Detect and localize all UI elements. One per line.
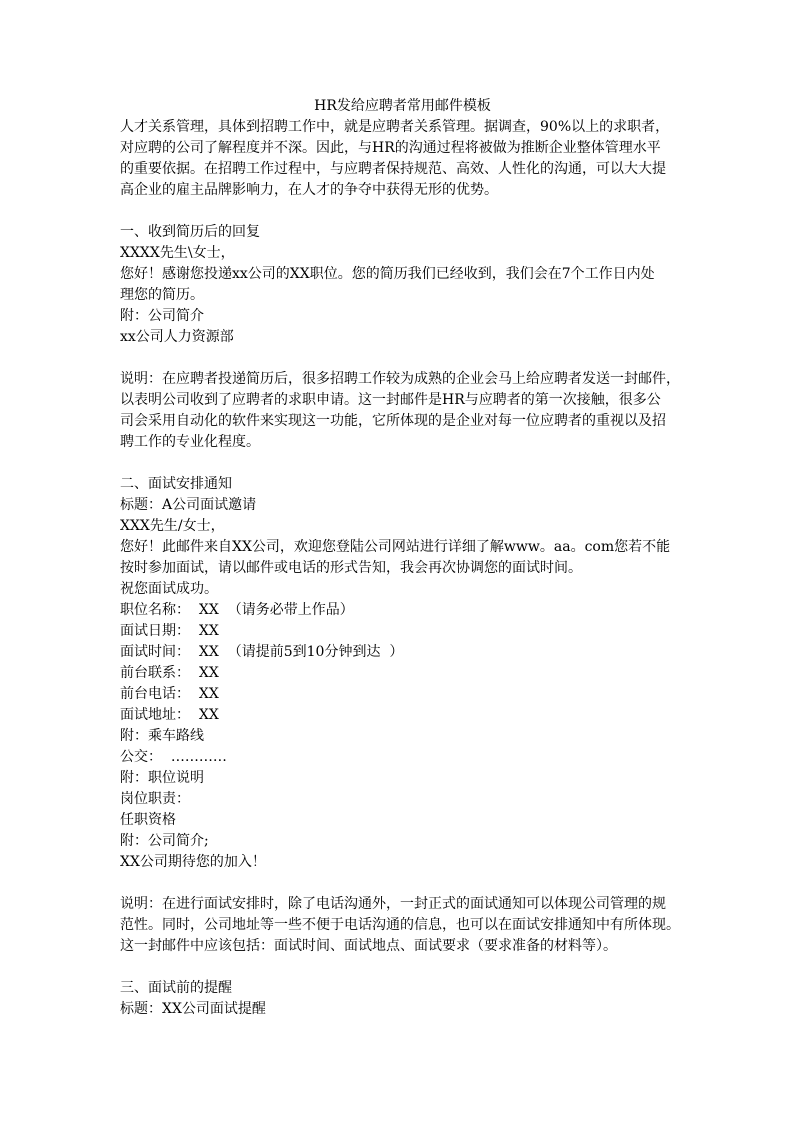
section-interview-notice <box>120 474 685 873</box>
email-line: 前台联系： XX <box>120 665 219 681</box>
email-line: 附：职位说明 <box>120 770 204 786</box>
email-line: 前台电话： XX <box>120 686 219 702</box>
section2-note <box>120 894 685 957</box>
email-line: 您好！感谢您投递xx公司的XX职位。您的简历我们已经收到，我们会在7个工作日内处 <box>120 266 655 282</box>
email-line: 您好！此邮件来自XX公司，欢迎您登陆公司网站进行详细了解www。aa。com您若不能 <box>120 539 671 555</box>
intro-line: 的重要依据。在招聘工作过程中，与应聘者保持规范、高效、人性化的沟通，可以大大提 <box>120 161 666 177</box>
email-line: 附：公司简介; <box>120 833 209 849</box>
note-line: 以表明公司收到了应聘者的求职申请。这一封邮件是HR与应聘者的第一次接触，很多公 <box>120 392 661 408</box>
document-title: HR发给应聘者常用邮件模板 <box>314 98 491 114</box>
intro-line: 高企业的雇主品牌影响力，在人才的争夺中获得无形的优势。 <box>120 182 498 198</box>
document-page <box>120 96 685 1020</box>
email-line: 标题：A公司面试邀请 <box>120 497 257 513</box>
email-line: 面试地址： XX <box>120 707 219 723</box>
spacer <box>120 453 685 474</box>
intro-paragraph <box>120 117 685 201</box>
email-line: XXX先生/女士， <box>120 518 225 534</box>
section-heading: 一、收到简历后的回复 <box>120 224 260 240</box>
email-line: 理您的简历。 <box>120 287 204 303</box>
email-line: 公交： ………… <box>120 749 227 765</box>
email-line: xx公司人力资源部 <box>120 329 234 345</box>
note-line: 聘工作的专业化程度。 <box>120 434 260 450</box>
email-line: 祝您面试成功。 <box>120 581 218 597</box>
note-line: 范性。同时，公司地址等一些不便于电话沟通的信息，也可以在面试安排通知中有所体现。 <box>120 917 680 933</box>
spacer <box>120 957 685 978</box>
email-line: 面试时间： XX （请提前5到10分钟到达 ） <box>120 644 404 660</box>
email-line: 职位名称： XX （请务必带上作品） <box>120 602 354 618</box>
section-pre-interview-reminder <box>120 978 685 1020</box>
section-heading: 二、面试安排通知 <box>120 476 232 492</box>
email-line: 附：乘车路线 <box>120 728 204 744</box>
email-line: 附：公司简介 <box>120 308 204 324</box>
intro-line: 人才关系管理，具体到招聘工作中，就是应聘者关系管理。据调查，90%以上的求职者， <box>120 119 670 135</box>
email-line: 面试日期： XX <box>120 623 219 639</box>
section-heading: 三、面试前的提醒 <box>120 980 232 996</box>
section-reply-after-resume <box>120 222 685 348</box>
spacer <box>120 348 685 369</box>
spacer <box>120 201 685 222</box>
email-line: 标题：XX公司面试提醒 <box>120 1001 266 1017</box>
note-line: 这一封邮件中应该包括：面试时间、面试地点、面试要求（要求准备的材料等）。 <box>120 938 617 954</box>
email-line: 按时参加面试，请以邮件或电话的形式告知，我会再次协调您的面试时间。 <box>120 560 582 576</box>
section1-note <box>120 369 685 453</box>
note-line: 说明：在应聘者投递简历后，很多招聘工作较为成熟的企业会马上给应聘者发送一封邮件， <box>120 371 680 387</box>
email-line: XX公司期待您的加入！ <box>120 854 266 870</box>
email-line: 任职资格 <box>120 812 176 828</box>
note-line: 说明：在进行面试安排时，除了电话沟通外，一封正式的面试通知可以体现公司管理的规 <box>120 896 666 912</box>
spacer <box>120 873 685 894</box>
note-line: 司会采用自动化的软件来实现这一功能，它所体现的是企业对每一位应聘者的重视以及招 <box>120 413 666 429</box>
email-line: XXXX先生\女士， <box>120 245 235 261</box>
email-line: 岗位职责： <box>120 791 190 807</box>
intro-line: 对应聘的公司了解程度并不深。因此，与HR的沟通过程将被做为推断企业整体管理水平 <box>120 140 661 156</box>
